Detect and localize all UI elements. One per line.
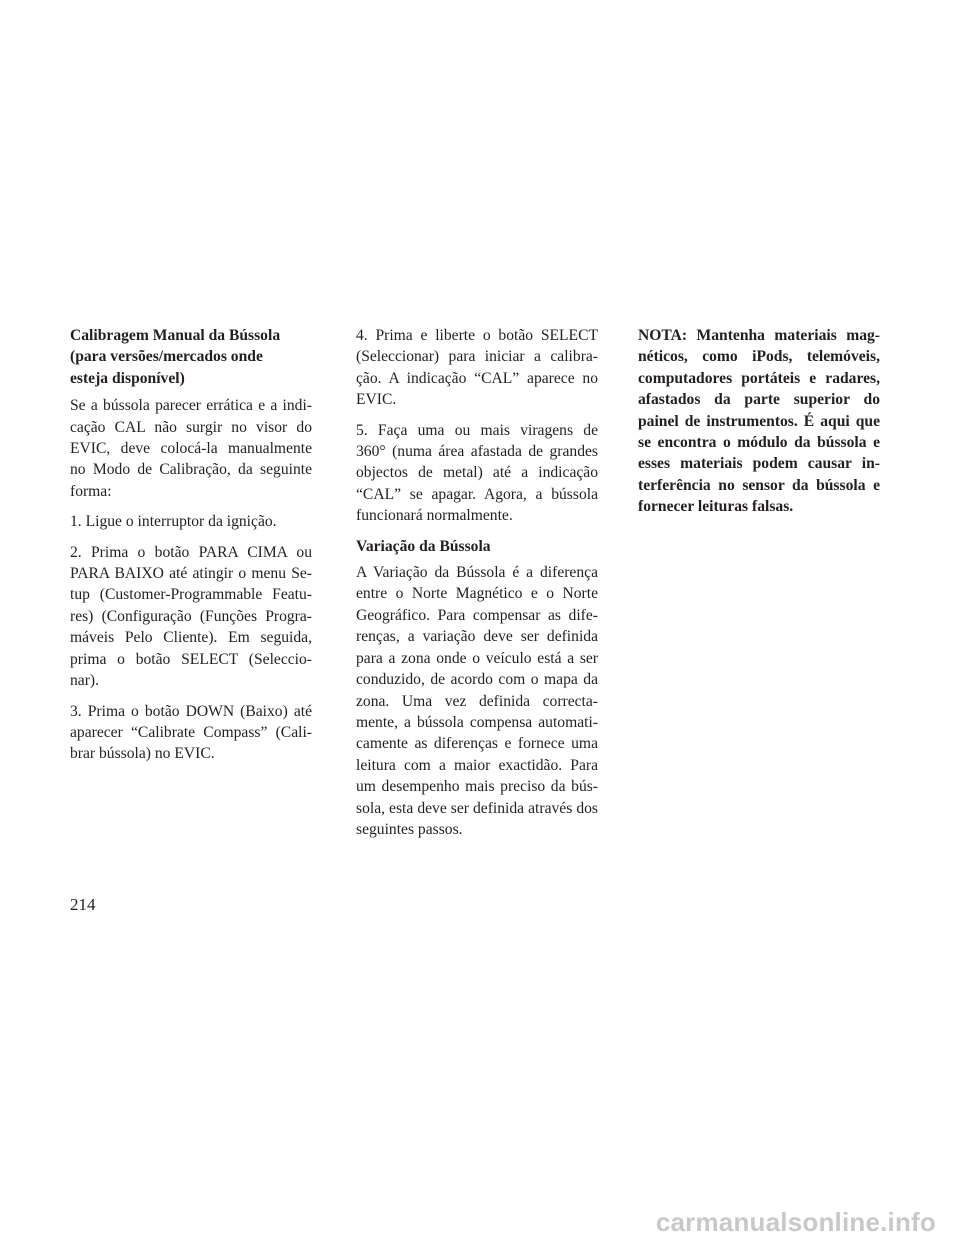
text-line: computadores portáteis e radares, bbox=[638, 369, 880, 387]
text-line: EVIC, deve colocá-la manualmente bbox=[70, 440, 312, 458]
text-line: néticos, como iPods, telemóveis, bbox=[638, 348, 880, 366]
text-line: nar). bbox=[70, 672, 100, 690]
text-line: EVIC. bbox=[356, 391, 397, 409]
text-line: brar bússola) no EVIC. bbox=[70, 745, 215, 763]
text-line: 5. Faça uma ou mais viragens de bbox=[356, 421, 598, 439]
text-line: fornecer leituras falsas. bbox=[638, 498, 794, 516]
text-line: conduzido, de acordo com o mapa da bbox=[356, 671, 598, 689]
text-line: 4. Prima e liberte o botão SELECT bbox=[356, 327, 598, 344]
text-line: 360° (numa área afastada de grandes bbox=[356, 443, 598, 461]
text-line: esses materiais podem causar in- bbox=[638, 455, 880, 473]
section-heading-manual-calibration bbox=[70, 325, 312, 389]
text-line: forma: bbox=[70, 482, 112, 500]
watermark-logo: carmanualsonline.info bbox=[655, 1207, 936, 1237]
text-line: 1. Ligue o interruptor da ignição. bbox=[70, 513, 277, 531]
step-1-paragraph bbox=[70, 511, 312, 532]
text-line: afastados da parte superior do bbox=[638, 391, 880, 409]
step-5-paragraph bbox=[356, 420, 598, 527]
text-line: sola, esta deve ser definida através dos bbox=[356, 799, 598, 817]
text-line: ção. A indicação “CAL” aparece no bbox=[356, 369, 598, 387]
text-line: no Modo de Calibração, da seguinte bbox=[70, 461, 312, 479]
text-line: seguintes passos. bbox=[356, 820, 463, 838]
step-3-paragraph bbox=[70, 701, 312, 765]
text-line: se encontra o módulo da bússola e bbox=[638, 434, 880, 452]
text-line: prima o botão SELECT (Seleccio- bbox=[70, 650, 312, 668]
intro-paragraph bbox=[70, 395, 312, 502]
step-2-paragraph bbox=[70, 542, 312, 692]
text-line: Se a bússola parecer errática e a indi- bbox=[70, 397, 312, 415]
text-line: terferência no sensor da bússola e bbox=[638, 476, 880, 494]
text-line: para a zona onde o veículo está a ser bbox=[356, 649, 598, 667]
text-line: NOTA: Mantenha materiais mag- bbox=[638, 327, 880, 344]
text-line: A Variação da Bússola é a diferença bbox=[356, 564, 598, 582]
heading-line: Calibragem Manual da Bússola bbox=[70, 327, 281, 344]
text-line: entre o Norte Magnético e o Norte bbox=[356, 585, 598, 603]
left-column bbox=[70, 325, 312, 774]
middle-column bbox=[356, 325, 598, 849]
note-block bbox=[638, 325, 880, 518]
text-line: PARA BAIXO até atingir o menu Se- bbox=[70, 565, 312, 583]
section-heading-compass-variation: Variação da Bússola bbox=[356, 537, 491, 555]
right-column bbox=[638, 325, 880, 518]
step-4-paragraph bbox=[356, 325, 598, 411]
text-line: 2. Prima o botão PARA CIMA ou bbox=[70, 543, 312, 561]
text-line: aparecer “Calibrate Compass” (Cali- bbox=[70, 723, 312, 741]
page-number: 214 bbox=[70, 895, 96, 914]
text-line: um desempenho mais preciso da bús- bbox=[356, 778, 598, 796]
text-line: (Seleccionar) para iniciar a calibra- bbox=[356, 348, 598, 366]
heading-line: esteja disponível) bbox=[70, 369, 185, 387]
text-line: mente, a bússola compensa automati- bbox=[356, 713, 598, 731]
text-line: tup (Customer-Programmable Featu- bbox=[70, 586, 312, 604]
text-line: renças, a variação deve ser definida bbox=[356, 628, 598, 646]
text-line: leitura com a maior exactidão. Para bbox=[356, 756, 598, 774]
text-line: “CAL” se apagar. Agora, a bússola bbox=[356, 485, 598, 503]
text-line: objectos de metal) até a indicação bbox=[356, 464, 598, 482]
text-line: camente as diferenças e fornece uma bbox=[356, 735, 598, 753]
text-line: Geográfico. Para compensar as dife- bbox=[356, 606, 598, 624]
text-line: res) (Configuração (Funções Progra- bbox=[70, 607, 312, 625]
variation-paragraph bbox=[356, 562, 598, 840]
text-line: painel de instrumentos. É aqui que bbox=[638, 412, 880, 430]
heading-line: (para versões/mercados onde bbox=[70, 348, 263, 366]
text-line: zona. Uma vez definida correcta- bbox=[356, 692, 598, 710]
text-line: máveis Pelo Cliente). Em seguida, bbox=[70, 629, 312, 647]
text-line: cação CAL não surgir no visor do bbox=[70, 418, 312, 436]
text-line: funcionará normalmente. bbox=[356, 507, 513, 525]
text-line: 3. Prima o botão DOWN (Baixo) até bbox=[70, 702, 312, 720]
